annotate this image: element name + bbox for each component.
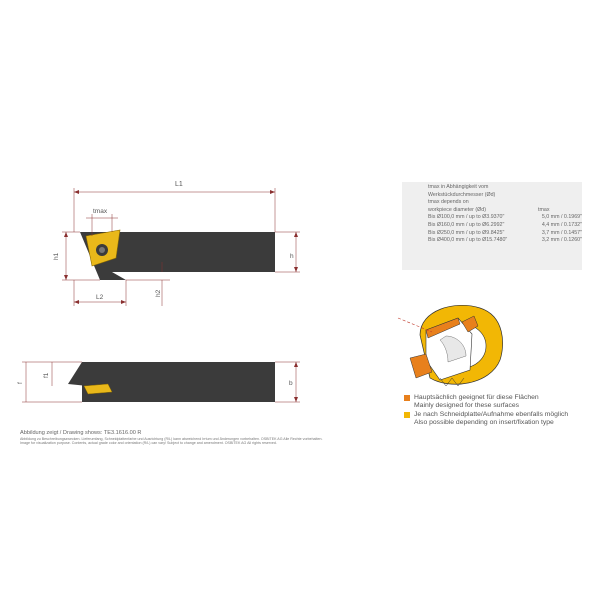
label-h1: h1 [53,252,60,260]
label-h: h [290,253,294,260]
secondary-color-swatch [404,412,410,418]
legend-item-primary: Hauptsächlich geeignet für diese Flächen Mainly designed for these surfaces [404,394,594,411]
table-header-line: Werkstückdurchmesser (Ød) [428,191,496,198]
table-row: Bis Ø250,0 mm / up to Ø9.8425" 3,7 mm / 0.1457" [428,229,582,236]
table-row: Bis Ø160,0 mm / up to Ø6.2992" 4,4 mm / 0.1732" [428,221,582,228]
label-b: b [289,380,293,387]
table-header-line: tmax in Abhängigkeit vom [428,184,489,190]
top-view [53,181,300,306]
caption-disclaimer-de: Abbildung zu Beschreibungszwecken. Lieferumfang, Schneidplattenfarbe und Ausrichtung (R/L) kann abweichend Irrtum und Änderungen vorbehalten. OSBITEK AG Alle Rechte vorbehalten. [20,436,323,441]
drawing-caption [20,430,360,446]
label-f1: f1 [43,372,50,378]
tmax-table [402,182,582,270]
primary-color-swatch [404,395,410,401]
table-col-header-diameter: workpiece diameter (Ød) [428,206,486,213]
shank-top [112,232,275,272]
legend-item-secondary: Je nach Schneidplatte/Aufnahme ebenfalls möglich Also possible depending on insert/fixation type [404,411,594,428]
label-h2: h2 [155,289,162,297]
table-col-header-tmax: tmax [538,206,550,213]
label-L1: L1 [175,181,183,188]
caption-disclaimer-en: Image for visualization purpose. Contents, actual grade color and orientation (R/L) can vary! Subject to change and amendment. OSBITEK AG All rights reserved. [20,441,277,446]
label-tmax: tmax [93,208,108,215]
workpiece-illustration [398,305,503,386]
label-L2: L2 [96,294,104,301]
label-f: f [17,382,24,384]
caption-main: Abbildung zeigt / Drawing shows: TE3.1616.00 R [20,430,142,436]
table-row: Bis Ø400,0 mm / up to Ø15.7480" 3,2 mm / 0.1260" [428,237,582,244]
surface-legend [404,394,594,428]
side-view [17,362,300,402]
insert-side [84,384,112,394]
table-header-line: tmax depends on [428,199,469,206]
table-row: Bis Ø100,0 mm / up to Ø3.9370" 5,0 mm / 0.1969" [428,214,582,221]
